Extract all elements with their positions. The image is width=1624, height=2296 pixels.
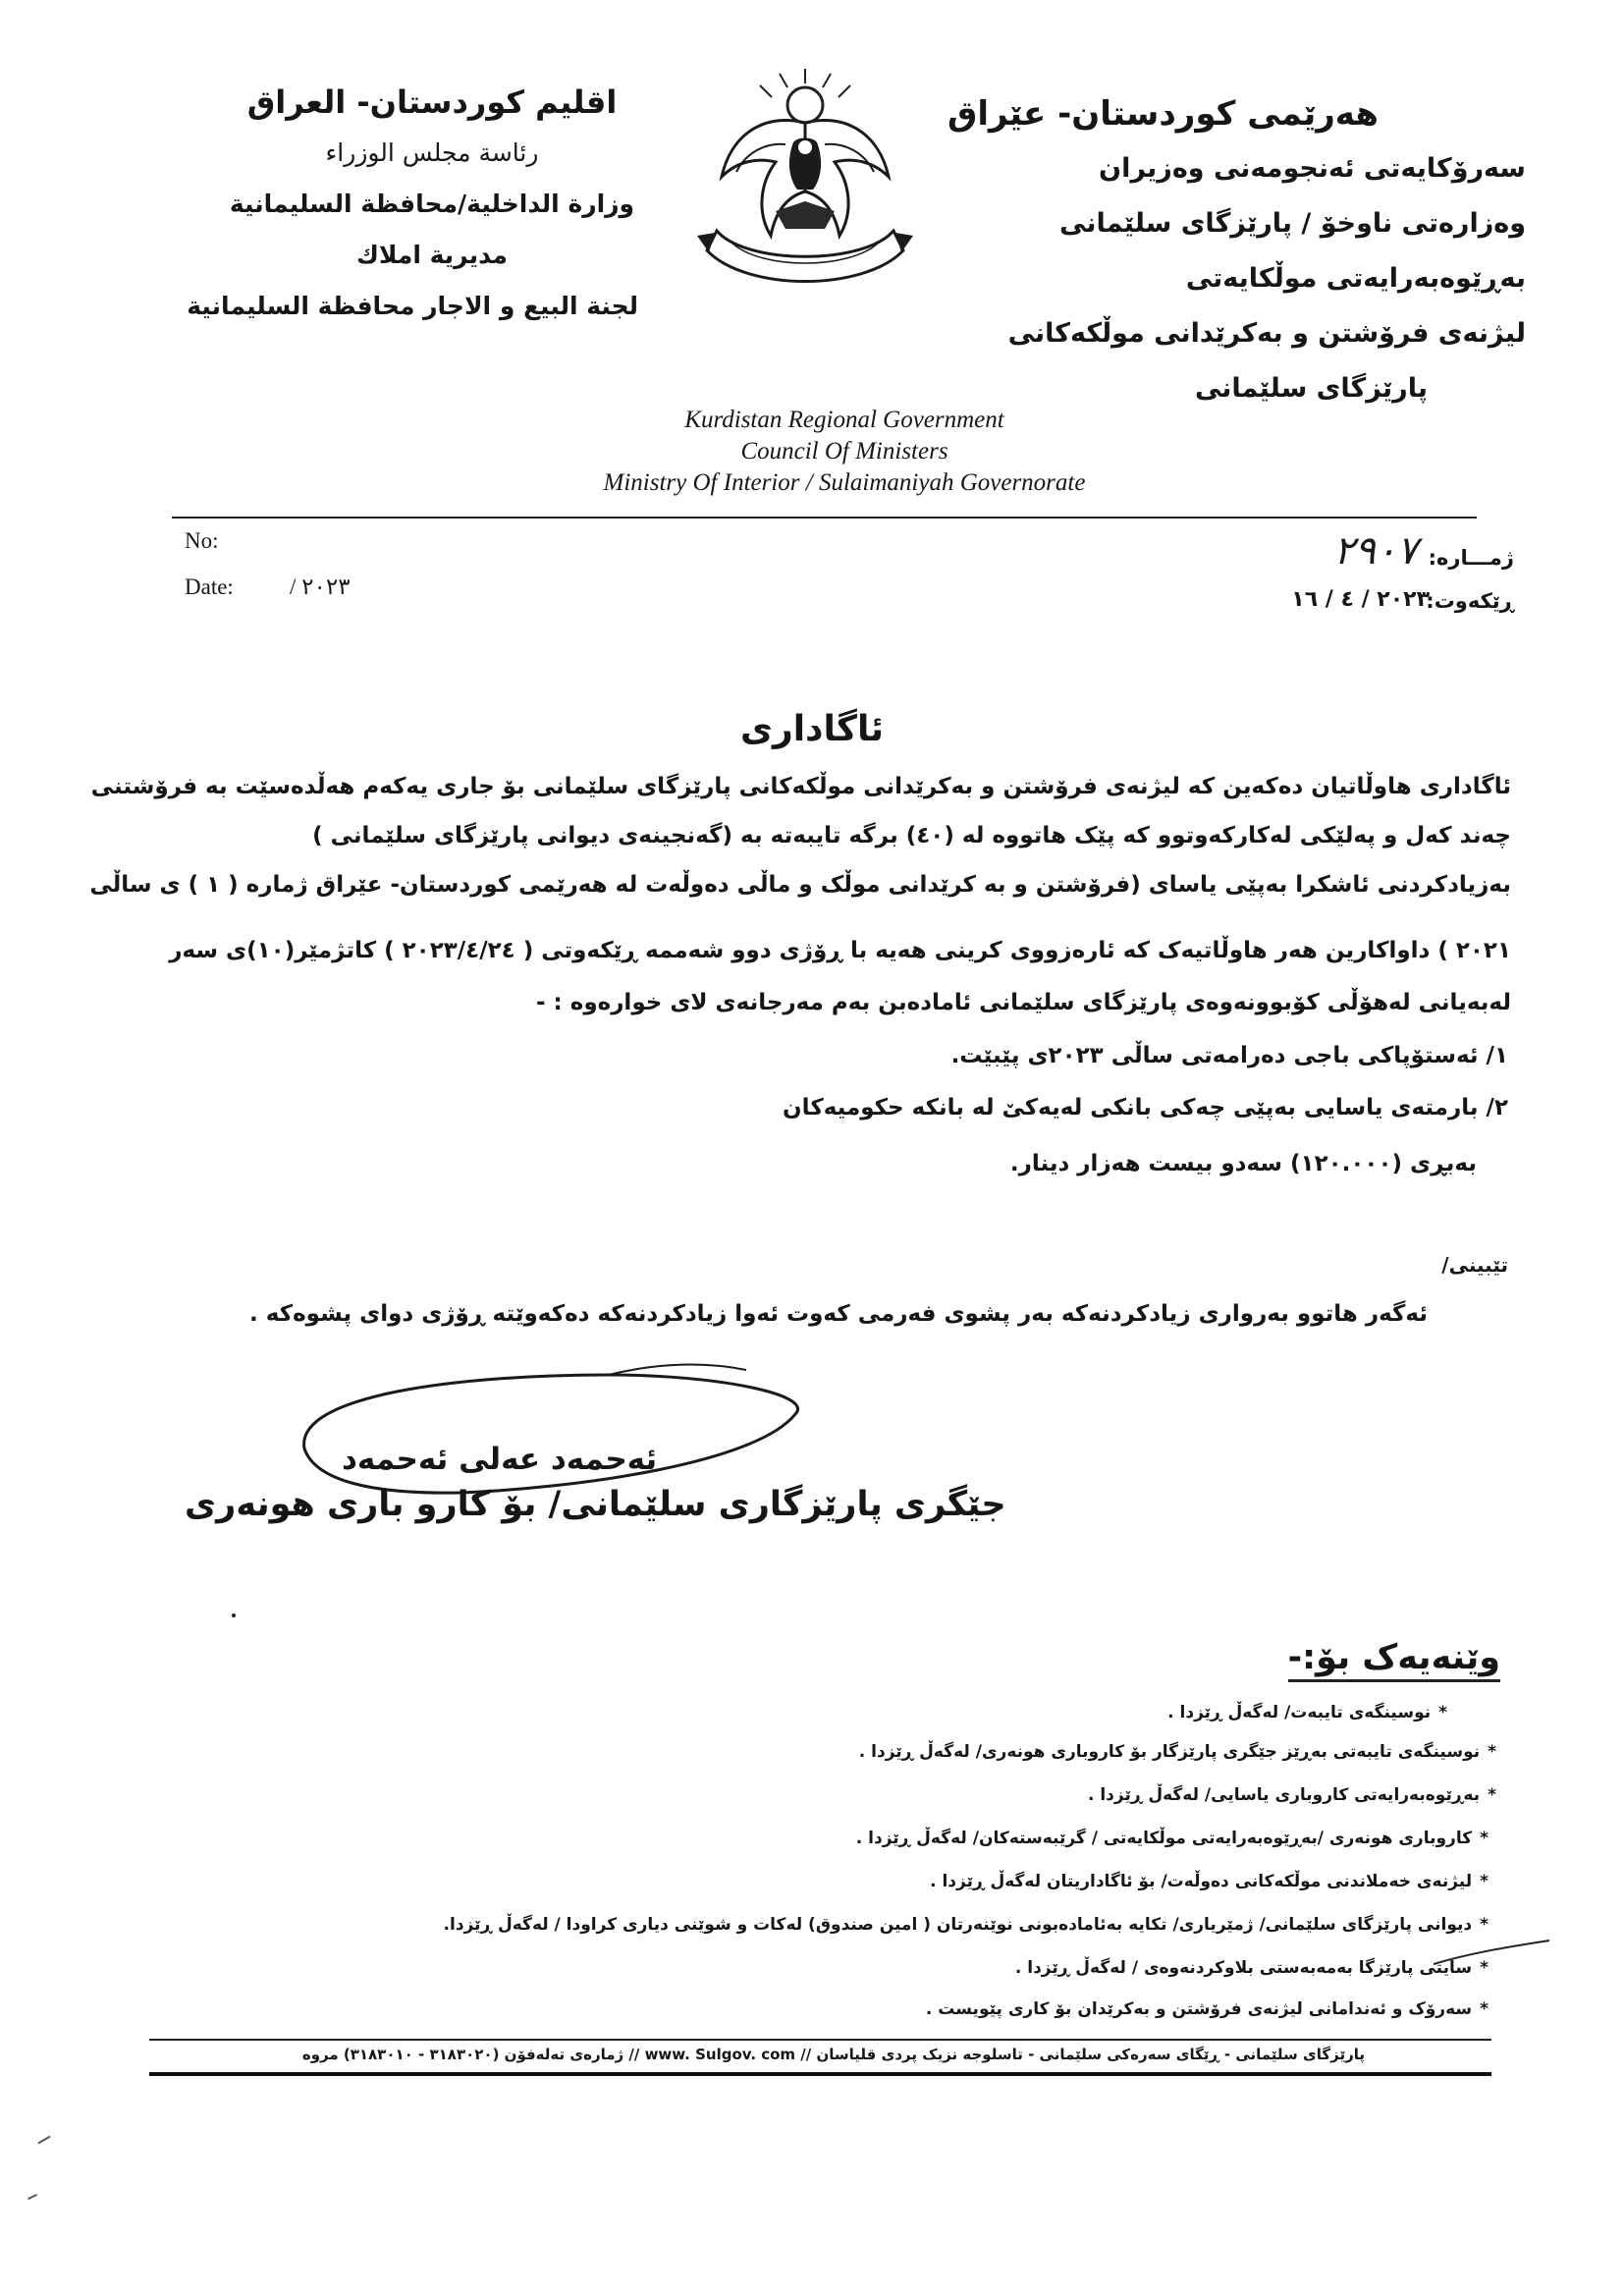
body-line-4: ٢٠٢١ ) داواکارین هەر هاوڵاتیەک کە ئارەزووی کرینی هەیە با ڕۆژی دوو شەممە ڕێکەوتی ( ٢٠٢٣/٤/٢٤ ) کاتژمێر(١٠)ی سەر (169, 938, 1511, 963)
notice-title: ئاگاداری (739, 709, 885, 749)
bullet-icon: * (1480, 1872, 1489, 1891)
body-line-1: ئاگاداری هاوڵاتیان دەکەین کە لیژنەی فرۆشتن و بەکرێدانی موڵکەکانی پارێزگای سلێمانی بۆ جاری یەکەم هەڵدەسێت بە فرۆشتنی (90, 774, 1511, 799)
english-header-line3: Ministry Of Interior / Sulaimaniyah Governorate (603, 469, 1086, 496)
bullet-icon: * (1438, 1703, 1447, 1722)
ku-no-value: ٢٩٠٧ (1333, 528, 1418, 574)
condition-2-amount: بەبڕی (١٢٠.٠٠٠) سەدو بیست هەزار دینار. (1009, 1151, 1477, 1176)
copies-item-6: *دیوانی پارێزگای سلێمانی/ ژمێریاری/ تکایە بەئامادەبونی نوێنەرتان ( امین صندوق) لەکات و شوێنی دیاری کراودا / لەگەڵ ڕێزدا. (443, 1915, 1489, 1935)
scan-mark (27, 2194, 37, 2200)
date-label: Date: (185, 574, 234, 599)
footer-rule-thin (149, 2039, 1491, 2041)
header-arabic-line2: رئاسة مجلس الوزراء (325, 138, 539, 167)
bullet-icon: * (1488, 1785, 1496, 1805)
header-kurdish (947, 86, 1526, 416)
ku-date-value: ٢٠٢٣ / ٤ / ١٦ (1291, 587, 1430, 612)
condition-2: ٢/ بارمتەی یاسایی بەپێی چەکی بانکی لەیەکێ لە بانکە حکومیەکان (783, 1095, 1508, 1121)
bullet-icon: * (1480, 1829, 1489, 1848)
copies-title: وێنەیەک بۆ:- (1288, 1638, 1500, 1682)
bullet-icon: * (1488, 1742, 1496, 1762)
header-arabic-line3: وزارة الداخلية/محافظة السليمانية (229, 190, 635, 218)
header-kurdish-line2: سەرۆکایەتی ئەنجومەنی وەزیران (1099, 153, 1526, 184)
bullet-icon: * (1480, 1915, 1489, 1935)
header-kurdish-line1: هەرێمی کوردستان- عێراق (947, 94, 1379, 134)
header-kurdish-line6: پارێزگای سلێمانی (1194, 373, 1428, 404)
copies-item-3: *بەڕێوەبەرایەتی کاروباری یاسایی/ لەگەڵ ڕێزدا . (1087, 1785, 1496, 1805)
english-header-line2: Council Of Ministers (740, 438, 948, 465)
header-arabic (187, 77, 638, 332)
body-line-3: بەزیادکردنی ئاشکرا بەپێی یاسای (فرۆشتن و بە کرێدانی موڵک و ماڵی دەوڵەت لە هەرێمی کوردستان- عێراق ژمارە ( ١ ) ی ساڵی (89, 872, 1511, 898)
note-label: تێبینی/ (1441, 1253, 1508, 1277)
footer-contact: پارێزگای سلێمانی - ڕێگای سەرەکی سلێمانی - تاسلوجە نزیک پردی قلیاسان // www. Sulgov. com // ژمارەی تەلەفۆن (٣١٨٣٠٢٠ - ٣١٨٣٠١٠) مروە (301, 2046, 1365, 2063)
note-text: ئەگەر هاتوو بەرواری زیادکردنەکە بەر پشوی فەرمی کەوت ئەوا زیادکردنەکە دەکەوێتە ڕۆژی دوای پشوەکە . (249, 1301, 1428, 1327)
header-divider (172, 517, 1477, 519)
header-kurdish-line3: وەزارەتی ناوخۆ / پارێزگای سلێمانی (1059, 208, 1526, 239)
signatory-position: جێگری پارێزگاری سلێمانی/ بۆ کارو باری هونەری (185, 1485, 1006, 1524)
copies-item-8: *سەرۆک و ئەندامانی لیژنەی فرۆشتن و بەکرێدان بۆ کاری پێویست . (925, 1999, 1489, 2019)
copies-item-1: *نوسینگەی تایبەت/ لەگەڵ ڕێزدا . (1167, 1703, 1447, 1722)
copies-item-5: *لیژنەی خەملاندنی موڵکەکانی دەوڵەت/ بۆ ئاگاداریتان لەگەڵ ڕێزدا . (930, 1872, 1489, 1891)
scan-mark (37, 2136, 50, 2145)
english-header-line1: Kurdistan Regional Government (684, 407, 1004, 433)
ku-date-label: ڕێکەوت: (1426, 589, 1514, 613)
header-arabic-line4: مديرية املاك (355, 241, 509, 269)
header-arabic-line1: اقليم كوردستان- العراق (246, 83, 618, 121)
copies-item-7: *سایتی پارێزگا بەمەبەستی بلاوکردنەوەی / لەگەڵ ڕێزدا . (1014, 1958, 1489, 1978)
date-value: / ٢٠٢٣ (290, 574, 351, 599)
krg-emblem-icon (677, 64, 933, 319)
bullet-icon: * (1480, 1999, 1489, 2019)
stray-dot (232, 1613, 236, 1617)
header-kurdish-line5: لیژنەی فرۆشتن و بەکرێدانی موڵکەکانی (1007, 318, 1526, 349)
bullet-icon: * (1480, 1958, 1489, 1978)
signatory-name: ئەحمەد عەلی ئەحمەد (342, 1442, 658, 1477)
copies-item-4: *کاروباری هونەری /بەڕێوەبەرایەتی موڵکایەتی / گرێبەستەکان/ لەگەڵ ڕێزدا . (855, 1829, 1489, 1848)
header-kurdish-line4: بەڕێوەبەرایەتی موڵکایەتی (1185, 263, 1526, 294)
body-line-2: چەند کەل و پەلێکی لەکارکەوتوو کە پێک هاتووە لە (٤٠) برگە تایبەتە بە (گەنجینەی دیوانی پارێزگای سلێمانی ) (312, 823, 1511, 848)
header-arabic-line5: لجنة البيع و الاجار محافظة السليمانية (187, 292, 638, 320)
condition-1: ١/ ئەستۆپاکی باجی دەرامەتی ساڵی ٢٠٢٣ی پێبێت. (950, 1043, 1508, 1068)
no-label: No: (185, 528, 219, 553)
pen-stroke (1434, 1935, 1551, 1974)
ku-no-label: ژمـــاره: (1428, 546, 1514, 570)
english-header (550, 405, 1139, 499)
body-line-5: لەبەیانی لەهۆڵی کۆبوونەوەی پارێزگای سلێمانی ئامادەبن بەم مەرجانەی لای خوارەوە : - (535, 990, 1511, 1015)
copies-item-2: *نوسینگەی تایبەتی بەڕێز جێگری پارێزگار بۆ کاروباری هونەری/ لەگەڵ ڕێزدا . (858, 1742, 1496, 1762)
footer-rule-thick (149, 2072, 1491, 2076)
